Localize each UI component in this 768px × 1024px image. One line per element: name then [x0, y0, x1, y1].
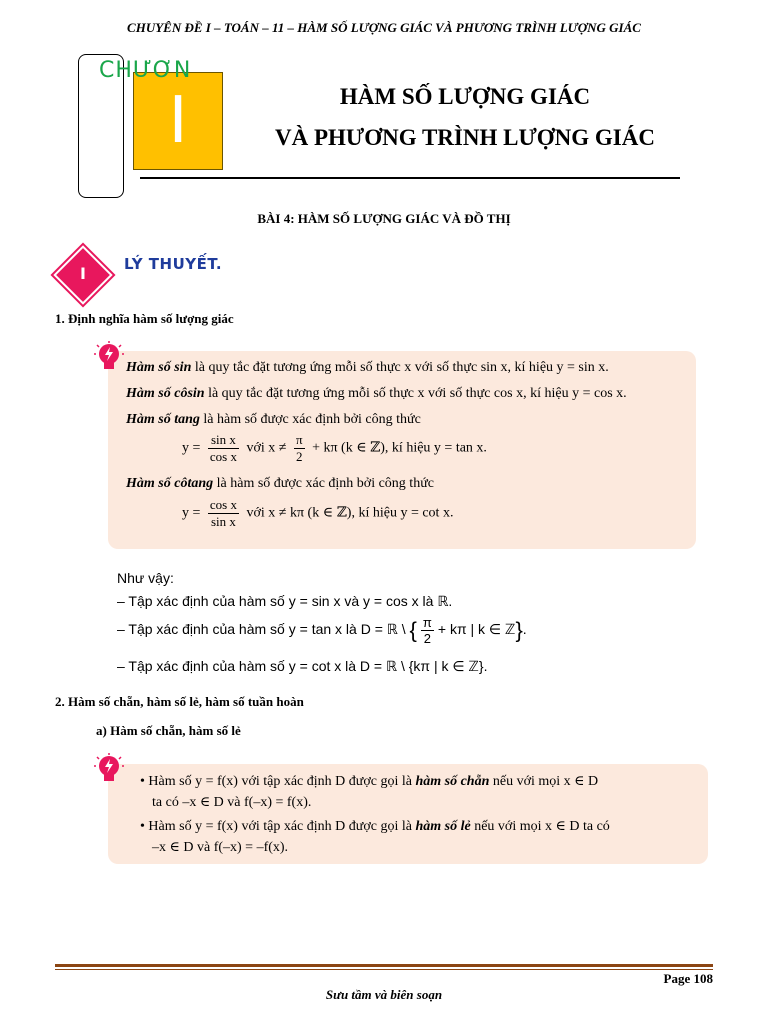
notes-item-1: – Tập xác định của hàm số y = sin x và y = cos x là ℝ. — [117, 593, 453, 609]
page-number: Page 108 — [663, 971, 713, 986]
notes-intro: Như vậy: — [117, 570, 174, 586]
two-denominator: 2 — [296, 449, 303, 464]
tan-fraction — [208, 432, 239, 465]
chapter-title-line1: HÀM SỐ LƯỢNG GIÁC — [339, 84, 591, 109]
tan-formula-lhs: y = — [182, 440, 201, 456]
notes-item-2-set: + kπ | k ∈ ℤ — [437, 621, 516, 638]
odd-term: hàm số lẻ — [415, 819, 471, 834]
odd-post: nếu với mọi x ∈ D ta có — [470, 819, 610, 834]
cos-text: là quy tắc đặt tương ứng mỗi số thực x với số thực cos x, kí hiệu y = cos x. — [204, 386, 627, 401]
notes-pi: π — [422, 615, 432, 630]
cot-numerator: cos x — [209, 497, 237, 512]
tan-definition — [126, 412, 421, 428]
cos-definition — [126, 386, 627, 402]
odd-function-definition — [140, 818, 610, 835]
notes-item-2-text: – Tập xác định của hàm số y = tan x là D = ℝ \ — [117, 621, 406, 638]
even-function-definition — [140, 773, 598, 790]
chapter-number: I — [168, 84, 188, 158]
pi-over-two — [294, 432, 305, 465]
cos-term: Hàm số côsin — [126, 386, 205, 401]
even-post: nếu với mọi x ∈ D — [489, 774, 599, 789]
section-number: I — [80, 264, 86, 283]
cot-condition: với x ≠ kπ (k ∈ ℤ), kí hiệu y = cot x. — [246, 505, 454, 521]
notes-item-2: – Tập xác định của hàm số y = tan x là D = ℝ \ { $\frac{\pi}{2}$ + kπ | k ∈ ℤ}. — [117, 615, 527, 646]
cot-fraction — [208, 497, 239, 530]
odd-function-line2: –x ∈ D và f(–x) = –f(x). — [152, 840, 289, 855]
footer-rule — [55, 964, 713, 967]
sin-term: Hàm số sin — [126, 360, 192, 375]
even-function-line2: ta có –x ∈ D và f(–x) = f(x). — [152, 795, 312, 810]
cot-text: là hàm số được xác định bởi công thức — [213, 476, 435, 491]
sin-text: là quy tắc đặt tương ứng mỗi số thực x với số thực sin x, kí hiệu y = sin x. — [191, 360, 609, 375]
parity-heading: 2. Hàm số chẵn, hàm số lẻ, hàm số tuần hoàn — [55, 694, 304, 709]
tan-term: Hàm số tang — [126, 412, 200, 427]
section-title: LÝ THUYẾT. — [124, 255, 223, 273]
title-underline — [140, 177, 680, 179]
chapter-title-line2: VÀ PHƯƠNG TRÌNH LƯỢNG GIÁC — [275, 125, 655, 150]
cot-term: Hàm số côtang — [126, 476, 214, 491]
footer-credit: Sưu tầm và biên soạn — [325, 987, 443, 1002]
footer-rule-thin — [55, 969, 713, 970]
even-pre: • Hàm số y = f(x) với tập xác định D được gọi là — [140, 774, 416, 789]
running-header: CHUYÊN ĐỀ I – TOÁN – 11 – HÀM SỐ LƯỢNG GIÁC VÀ PHƯƠNG TRÌNH LƯỢNG GIÁC — [127, 20, 641, 35]
tan-numerator: sin x — [208, 432, 239, 449]
parity-subheading: a) Hàm số chẵn, hàm số lẻ — [96, 723, 241, 738]
notes-item-3: – Tập xác định của hàm số y = cot x là D = ℝ \ {kπ | k ∈ ℤ}. — [117, 658, 488, 674]
cot-definition — [126, 476, 434, 492]
even-term: hàm số chẵn — [415, 774, 490, 789]
tan-condition-pre: với x ≠ — [246, 440, 287, 456]
definition-heading: 1. Định nghĩa hàm số lượng giác — [55, 311, 234, 326]
tan-formula — [182, 432, 487, 465]
chapter-word: CHƯƠN — [99, 58, 192, 83]
notes-two: 2 — [423, 631, 432, 646]
sin-definition — [126, 360, 609, 376]
tan-denominator: cos x — [209, 449, 237, 464]
lesson-title: BÀI 4: HÀM SỐ LƯỢNG GIÁC VÀ ĐỒ THỊ — [257, 211, 511, 226]
tan-condition-post: + kπ (k ∈ ℤ), kí hiệu y = tan x. — [312, 440, 487, 456]
notes-pi-over-two — [421, 615, 434, 646]
lightbulb-icon — [94, 752, 124, 788]
cot-formula-lhs: y = — [182, 505, 201, 521]
tan-text: là hàm số được xác định bởi công thức — [199, 412, 421, 427]
cot-formula — [182, 497, 453, 530]
odd-pre: • Hàm số y = f(x) với tập xác định D được gọi là — [140, 819, 416, 834]
lightbulb-icon — [94, 340, 124, 376]
cot-denominator: sin x — [210, 514, 236, 529]
pi-numerator: π — [295, 432, 303, 447]
